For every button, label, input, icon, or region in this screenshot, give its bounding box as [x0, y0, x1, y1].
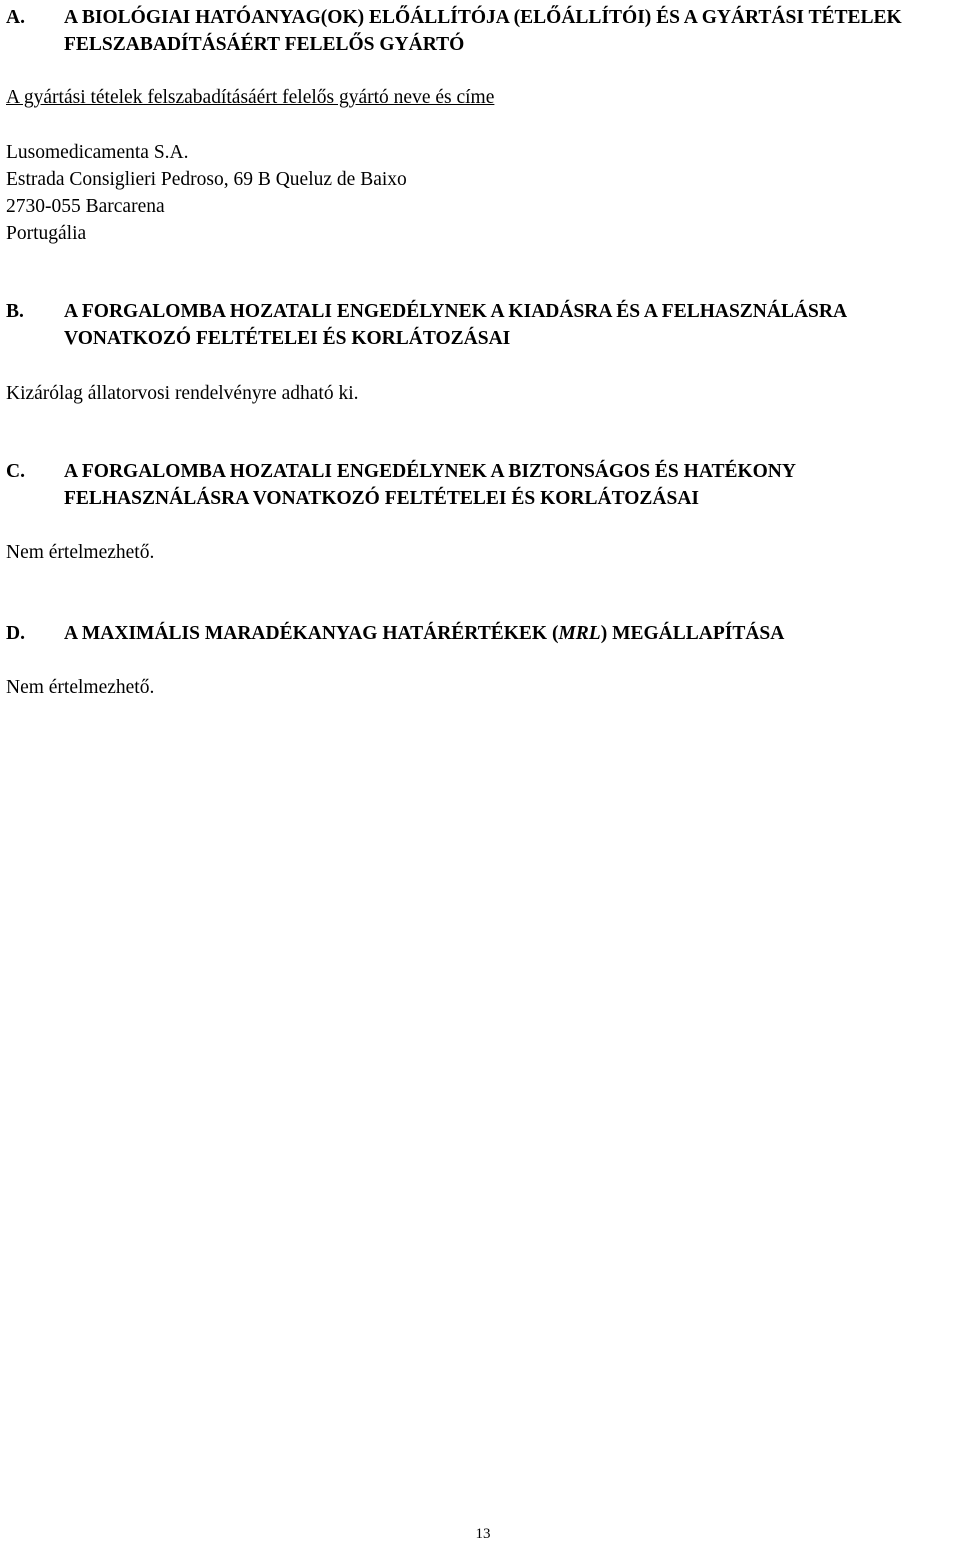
section-d-letter: D. — [6, 623, 25, 644]
section-c-letter: C. — [6, 461, 25, 482]
section-b-body: Kizárólag állatorvosi rendelvényre adható ki. — [6, 383, 359, 404]
section-c-body: Nem értelmezhető. — [6, 542, 155, 563]
section-d-title-part-2: ) MEGÁLLAPÍTÁSA — [600, 623, 785, 644]
section-a-letter: A. — [6, 7, 25, 28]
section-b-heading — [6, 298, 956, 352]
section-c-heading — [6, 458, 956, 512]
section-d-title-mrl: MRL — [558, 623, 601, 644]
section-b-title: A FORGALOMBA HOZATALI ENGEDÉLYNEK A KIADÁSRA ÉS A FELHASZNÁLÁSRA VONATKOZÓ FELTÉTELEI ÉS KORLÁTOZÁSAI — [64, 301, 846, 349]
address-line-company: Lusomedicamenta S.A. — [6, 142, 189, 163]
page-number: 13 — [475, 1526, 491, 1542]
section-c-title: A FORGALOMBA HOZATALI ENGEDÉLYNEK A BIZTONSÁGOS ÉS HATÉKONY FELHASZNÁLÁSRA VONATKOZÓ FELTÉTELEI ÉS KORLÁTOZÁSAI — [64, 461, 796, 509]
address-line-city: 2730-055 Barcarena — [6, 196, 165, 217]
manufacturer-address — [6, 139, 407, 247]
section-b-letter: B. — [6, 301, 24, 322]
section-a-heading — [6, 4, 956, 58]
address-line-street: Estrada Consiglieri Pedroso, 69 B Queluz de Baixo — [6, 169, 407, 190]
section-d-body: Nem értelmezhető. — [6, 677, 155, 698]
section-a-title: A BIOLÓGIAI HATÓANYAG(OK) ELŐÁLLÍTÓJA (ELŐÁLLÍTÓI) ÉS A GYÁRTÁSI TÉTELEK FELSZABADÍTÁSÁÉRT FELELŐS GYÁRTÓ — [64, 7, 902, 55]
address-line-country: Portugália — [6, 223, 87, 244]
section-d-heading — [6, 620, 956, 647]
section-d-title-part-1: A MAXIMÁLIS MARADÉKANYAG HATÁRÉRTÉKEK ( — [64, 623, 559, 644]
manufacturer-subheading: A gyártási tételek felszabadításáért felelős gyártó neve és címe — [6, 87, 495, 108]
section-d-title — [64, 620, 956, 647]
